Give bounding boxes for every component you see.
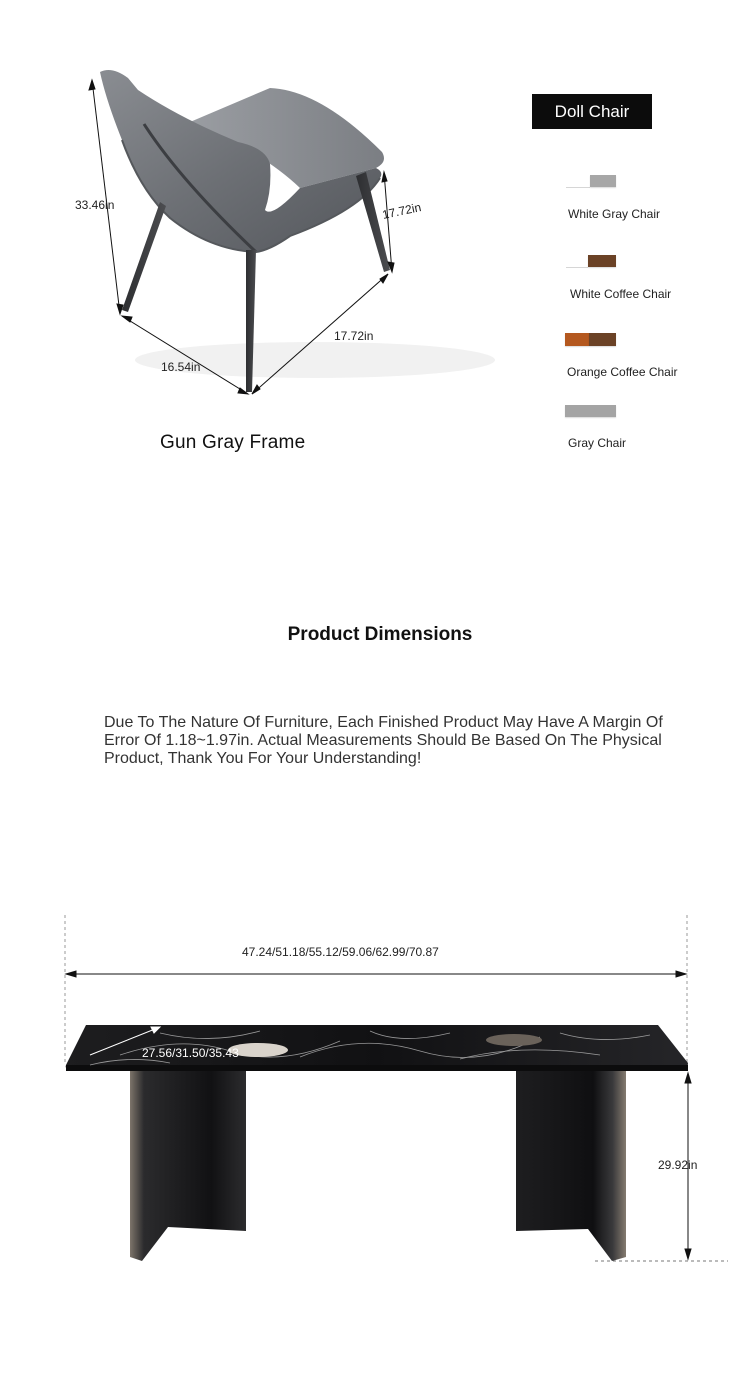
chair-illustration xyxy=(60,60,520,420)
variant-option-white-gray[interactable] xyxy=(560,170,730,230)
chair-width-label: 16.54in xyxy=(161,360,201,374)
variant-option-label: Gray Chair xyxy=(568,436,627,450)
chair-depth-label: 17.72in xyxy=(334,329,374,343)
chair-image xyxy=(60,60,520,420)
variant-option-orange-coffee[interactable] xyxy=(560,328,740,388)
section-title: Product Dimensions xyxy=(287,624,473,645)
color-swatch-left xyxy=(565,333,589,346)
variant-option-gray[interactable] xyxy=(560,400,730,460)
table-width-label: 27.56/31.50/35.43 xyxy=(142,1046,239,1060)
variant-option-white-coffee[interactable] xyxy=(560,250,730,310)
frame-caption: Gun Gray Frame xyxy=(160,432,306,453)
color-swatch xyxy=(565,405,616,417)
disclaimer-text: Due To The Nature Of Furniture, Each Finished Product May Have A Margin Of Error Of 1.18~1.97in. Actual Measurements Should Be Based On The Physical Product, Thank You For Your Understanding! xyxy=(104,714,663,767)
table-height-label: 29.92in xyxy=(658,1158,698,1172)
chair-height-label: 33.46in xyxy=(75,198,115,212)
table-illustration xyxy=(0,905,750,1285)
chair-seat-height-label: 17.72in xyxy=(380,200,423,222)
variant-panel-title: Doll Chair xyxy=(532,94,652,129)
table-length-label: 47.24/51.18/55.12/59.06/62.99/70.87 xyxy=(242,945,439,959)
variant-option-label: White Coffee Chair xyxy=(570,287,672,301)
table-image xyxy=(0,905,750,1285)
variant-option-label: White Gray Chair xyxy=(568,207,661,221)
variant-option-label: Orange Coffee Chair xyxy=(567,365,678,379)
color-swatch-right xyxy=(589,333,616,346)
color-swatch xyxy=(588,255,616,267)
color-swatch xyxy=(590,175,616,187)
